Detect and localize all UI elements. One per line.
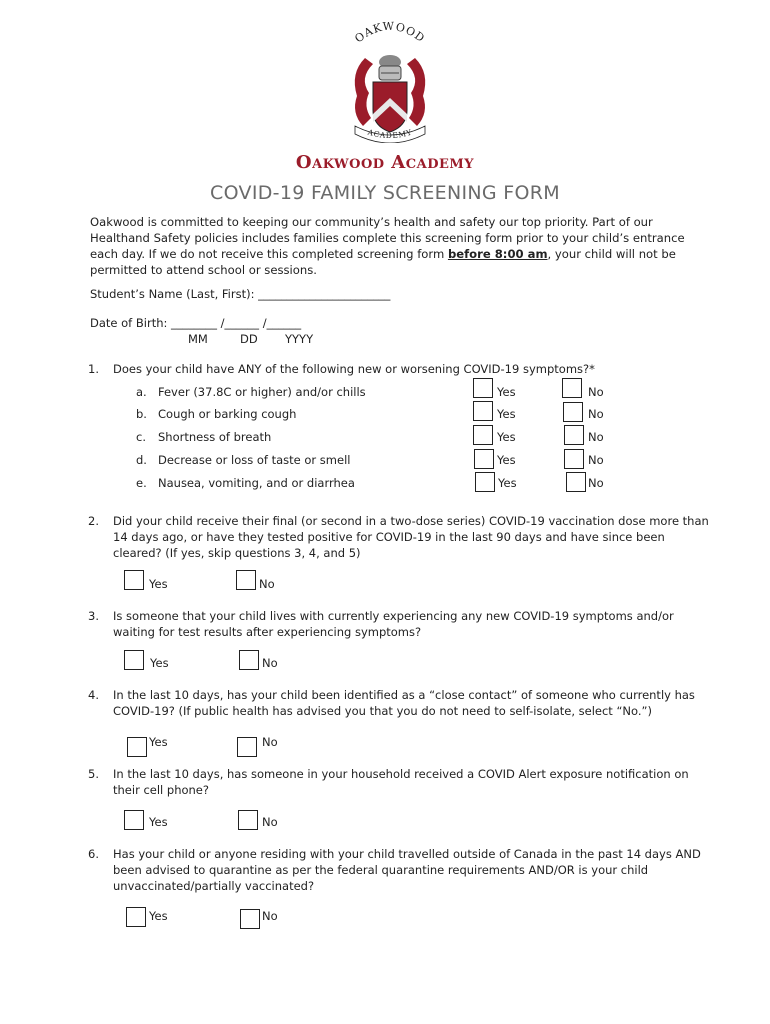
yes-label: Yes <box>150 656 169 670</box>
dob-day-label: DD <box>240 332 258 346</box>
q1a-yes-checkbox[interactable] <box>473 378 493 398</box>
svg-text:OAKWOOD <box>352 20 427 46</box>
q4-text: In the last 10 days, has your child been identified as a “close contact” of someone who currently has COVID-19? (If public health has advised you that you do not need to self-isolate, select “No.”) <box>113 688 695 718</box>
no-label: No <box>259 577 275 591</box>
q3-number: 3. <box>88 609 99 623</box>
intro-paragraph <box>90 214 700 278</box>
q5-text: In the last 10 days, has someone in your household received a COVID Alert exposure notification on their cell phone? <box>113 767 689 797</box>
no-label: No <box>588 430 604 444</box>
intro-text-before: Oakwood is committed to keeping our community’s health and safety our top priority. Part of our Healthand Safety policies includes families complete this screening form prior to your child’s entrance each day. If we do not receive this completed screening form <box>90 215 685 261</box>
symptom-text: Fever (37.8C or higher) and/or chills <box>158 385 366 399</box>
no-label: No <box>588 476 604 490</box>
school-crest <box>345 18 435 143</box>
q6-no-checkbox[interactable] <box>240 909 260 929</box>
yes-label: Yes <box>149 735 168 749</box>
q3-yes-checkbox[interactable] <box>124 650 144 670</box>
yes-label: Yes <box>497 453 516 467</box>
yes-label: Yes <box>149 577 168 591</box>
q1e-yes-checkbox[interactable] <box>475 472 495 492</box>
form-title: COVID-19 FAMILY SCREENING FORM <box>210 182 560 204</box>
symptom-text: Nausea, vomiting, and or diarrhea <box>158 476 355 490</box>
yes-label: Yes <box>497 407 516 421</box>
q5-no-checkbox[interactable] <box>238 810 258 830</box>
no-label: No <box>262 735 278 749</box>
symptom-letter: d. <box>136 453 147 467</box>
q1d-no-checkbox[interactable] <box>564 449 584 469</box>
q1d-yes-checkbox[interactable] <box>474 449 494 469</box>
crest-banner-top: OAKWOOD <box>352 19 428 46</box>
q1b-no-checkbox[interactable] <box>563 402 583 422</box>
dob-year-label: YYYY <box>285 332 314 346</box>
q1b-yes-checkbox[interactable] <box>473 401 493 421</box>
yes-label: Yes <box>497 430 516 444</box>
q1-text: Does your child have ANY of the following new or worsening COVID-19 symptoms?* <box>113 362 595 376</box>
q2-number: 2. <box>88 514 99 528</box>
student-name-field[interactable]: Student’s Name (Last, First): _______________________ <box>90 287 391 301</box>
q1a-no-checkbox[interactable] <box>562 378 582 398</box>
symptom-letter: b. <box>136 407 147 421</box>
symptom-letter: a. <box>136 385 147 399</box>
yes-label: Yes <box>149 909 168 923</box>
q1-number: 1. <box>88 362 99 376</box>
q5-number: 5. <box>88 767 99 781</box>
yes-label: Yes <box>149 815 168 829</box>
q6-text: Has your child or anyone residing with your child travelled outside of Canada in the past 14 days AND been advised to quarantine as per the federal quarantine requirements AND/OR is your child unvaccinated/partially vaccinated? <box>113 847 701 893</box>
q2-yes-checkbox[interactable] <box>124 570 144 590</box>
intro-deadline: before 8:00 am <box>447 247 548 261</box>
school-name: Oakwood Academy <box>295 152 475 173</box>
symptom-text: Shortness of breath <box>158 430 272 444</box>
no-label: No <box>262 909 278 923</box>
q3-text: Is someone that your child lives with currently experiencing any new COVID-19 symptoms and/or waiting for test results after experiencing symptoms? <box>113 609 674 639</box>
q4-yes-checkbox[interactable] <box>127 737 147 757</box>
q2-text: Did your child receive their final (or second in a two-dose series) COVID-19 vaccination dose more than 14 days ago, or have they tested positive for COVID-19 in the last 90 days and have since been cleared? (If yes, skip questions 3, 4, and 5) <box>113 514 709 560</box>
q3-no-checkbox[interactable] <box>239 650 259 670</box>
yes-label: Yes <box>497 385 516 399</box>
symptom-letter: c. <box>136 430 146 444</box>
no-label: No <box>262 815 278 829</box>
intro-text-after: , your child will not be permitted to attend school or sessions. <box>90 247 676 277</box>
q4-number: 4. <box>88 688 99 702</box>
dob-month-label: MM <box>188 332 208 346</box>
q1c-yes-checkbox[interactable] <box>473 425 493 445</box>
q6-yes-checkbox[interactable] <box>126 907 146 927</box>
yes-label: Yes <box>498 476 517 490</box>
q4-no-checkbox[interactable] <box>237 737 257 757</box>
q1c-no-checkbox[interactable] <box>564 425 584 445</box>
q2-no-checkbox[interactable] <box>236 570 256 590</box>
date-of-birth-field[interactable]: Date of Birth: ________ /______ /______ <box>90 316 302 330</box>
symptom-text: Cough or barking cough <box>158 407 297 421</box>
no-label: No <box>588 385 604 399</box>
symptom-text: Decrease or loss of taste or smell <box>158 453 351 467</box>
symptom-letter: e. <box>136 476 147 490</box>
no-label: No <box>588 453 604 467</box>
no-label: No <box>262 656 278 670</box>
q5-yes-checkbox[interactable] <box>124 810 144 830</box>
q6-number: 6. <box>88 847 99 861</box>
q1e-no-checkbox[interactable] <box>566 472 586 492</box>
crest-banner-bottom: ACADEMY <box>366 127 414 141</box>
no-label: No <box>588 407 604 421</box>
